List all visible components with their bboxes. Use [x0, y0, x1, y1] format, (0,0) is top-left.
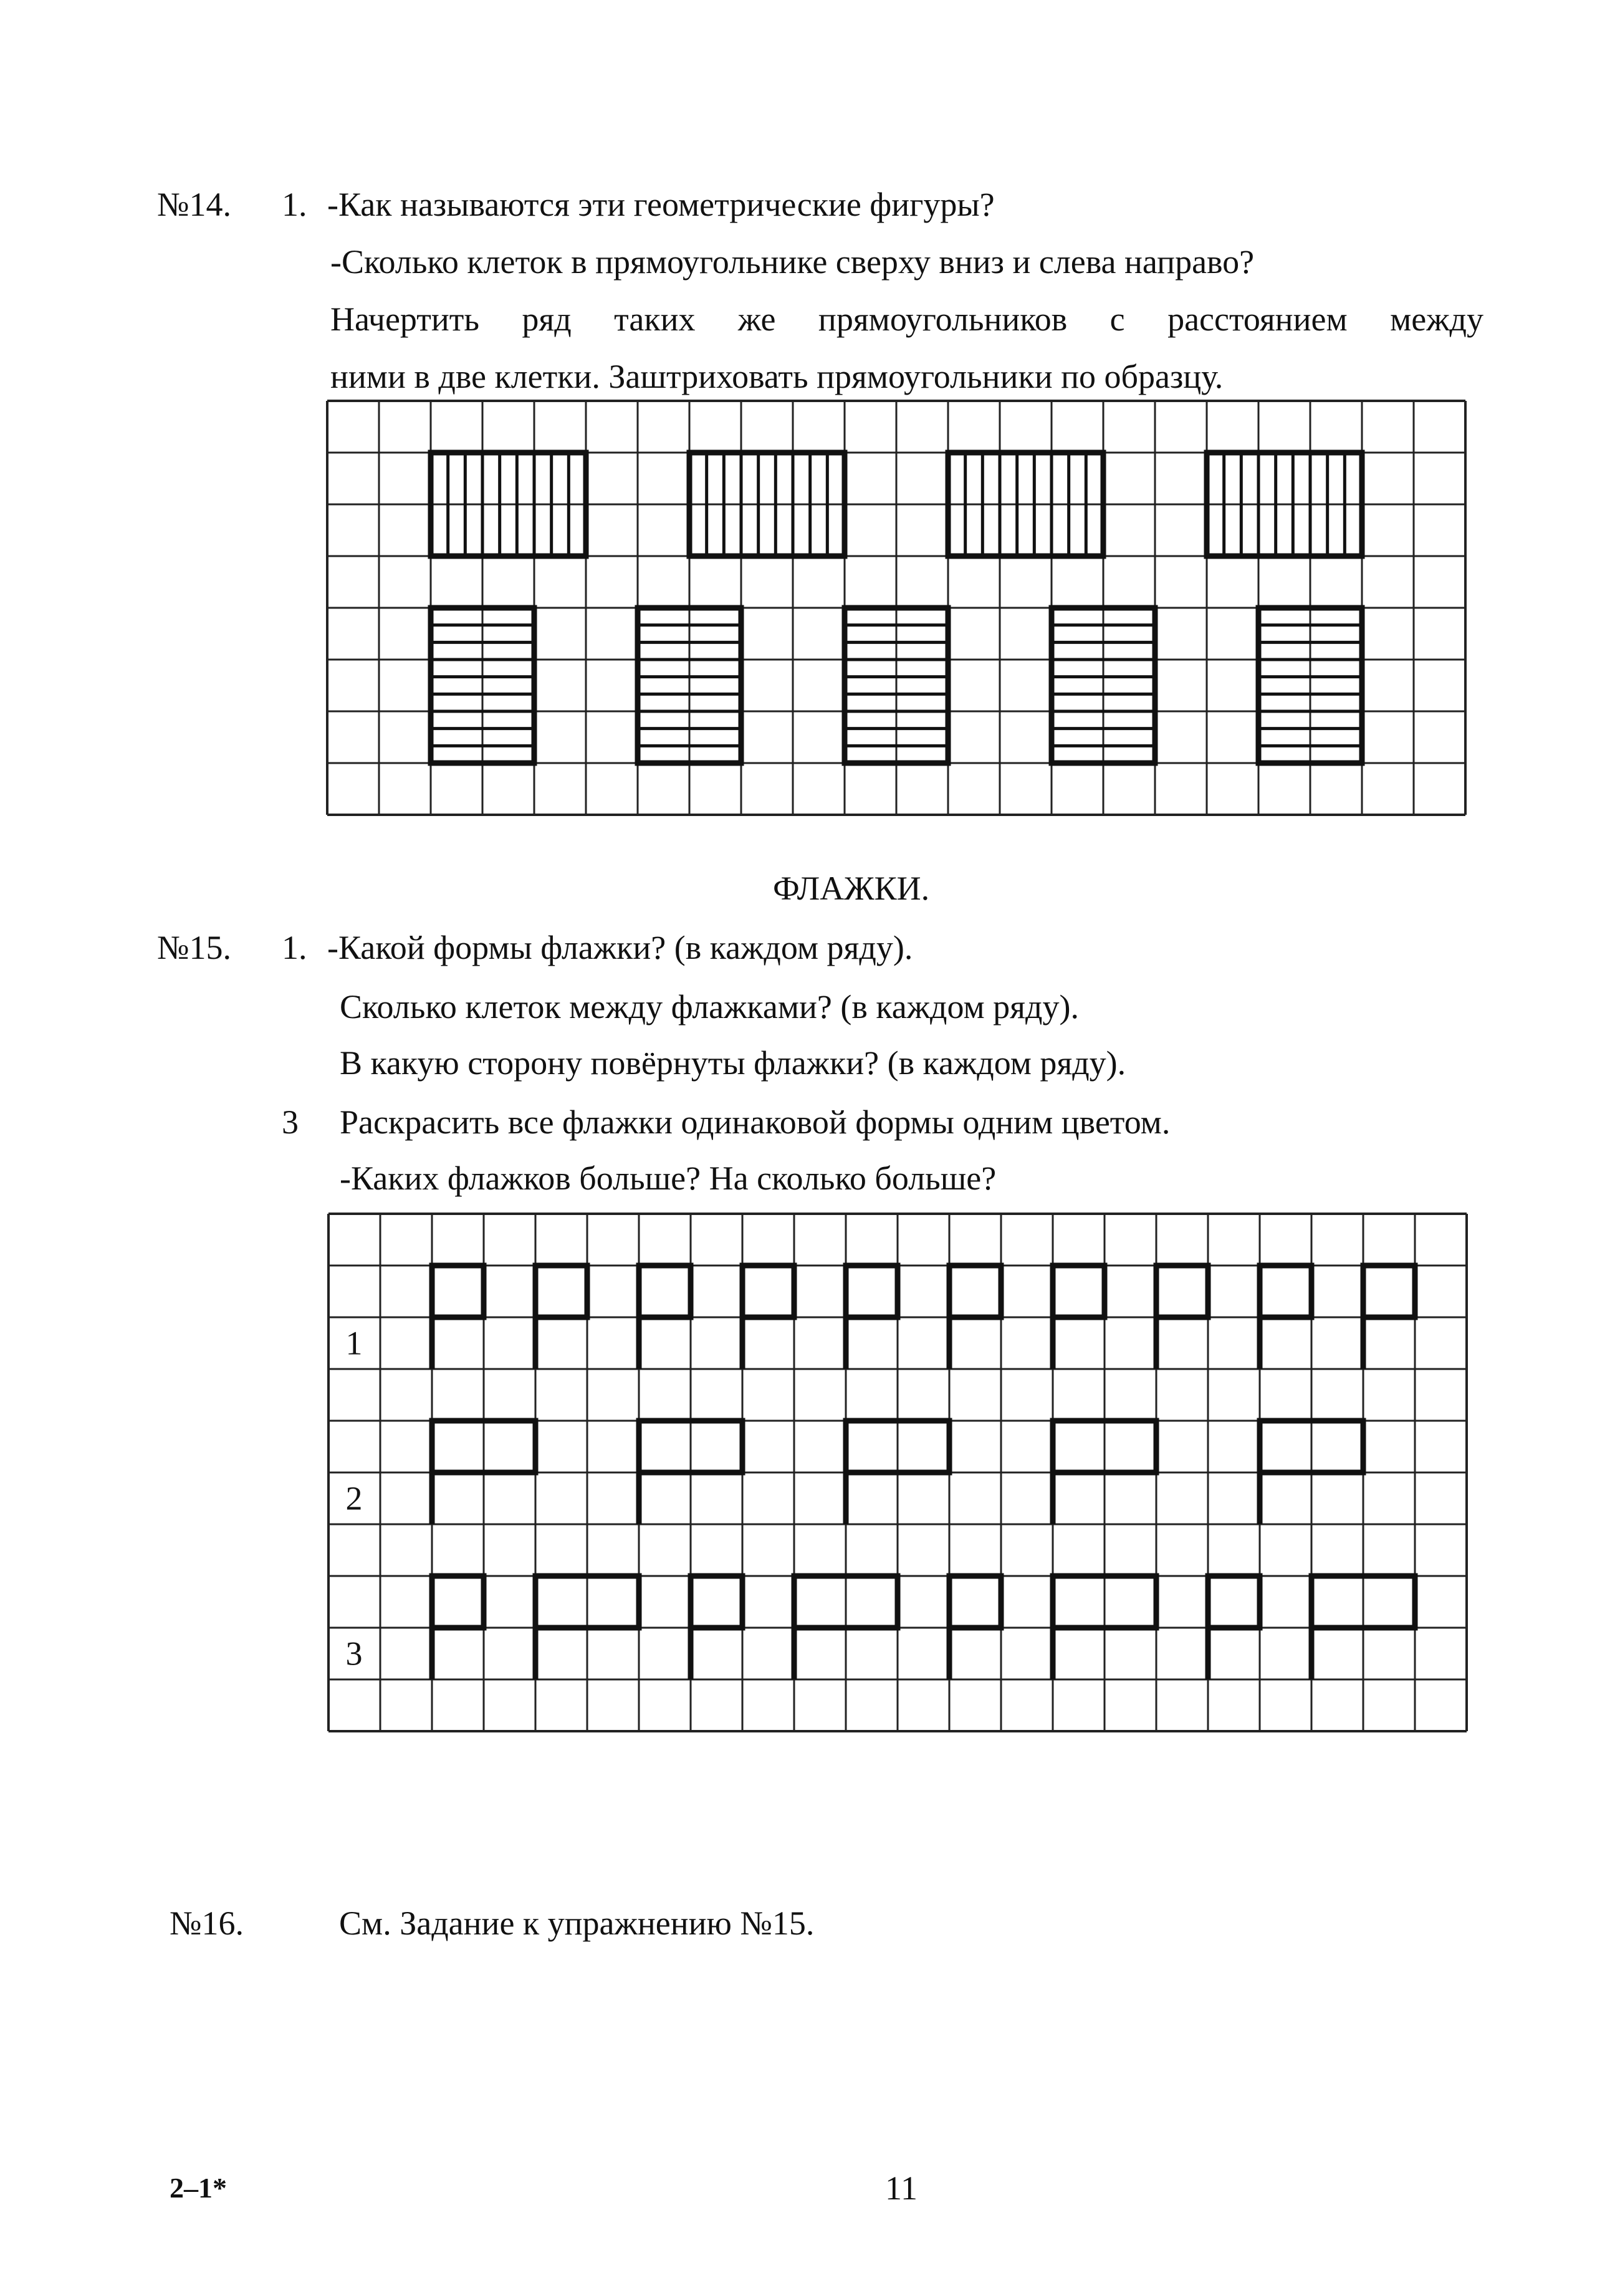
flag: [1156, 1266, 1208, 1317]
flag: [1260, 1266, 1311, 1317]
ex14-instruction-2: ними в две клетки. Заштриховать прямоугольники по образцу.: [330, 358, 1224, 395]
row-label: 1: [345, 1324, 363, 1362]
flag: [1208, 1576, 1260, 1628]
section-title: ФЛАЖКИ.: [773, 870, 930, 907]
ex15-item-3-number: 3: [282, 1103, 299, 1141]
flag: [1363, 1266, 1415, 1317]
ex14-instruction-1: Начертить ряд таких же прямоугольников с расстоянием между: [330, 300, 1483, 338]
flag: [432, 1576, 484, 1628]
flag: [949, 1576, 1001, 1628]
ex16-number: №16.: [170, 1905, 244, 1942]
ex15-question-4: -Каких флажков больше? На сколько больше?: [340, 1160, 997, 1197]
flag: [691, 1576, 742, 1628]
ex14-number: №14.: [157, 186, 232, 223]
flag: [742, 1266, 794, 1317]
row-label: 3: [345, 1635, 363, 1673]
row-label: 2: [345, 1479, 363, 1517]
ex15-question-1: -Какой формы флажки? (в каждом ряду).: [327, 929, 913, 966]
footer-signature: 2–1*: [170, 2172, 227, 2204]
ex16-text: См. Задание к упражнению №15.: [339, 1905, 815, 1942]
ex15-instruction: Раскрасить все флажки одинаковой формы одним цветом.: [340, 1103, 1171, 1141]
page-number: 11: [885, 2169, 918, 2207]
ex14-question-1: -Как называются эти геометрические фигуры?: [327, 186, 995, 223]
flag: [1053, 1266, 1105, 1317]
flag: [432, 1266, 484, 1317]
ex14-item-number: 1.: [282, 186, 307, 223]
ex15-question-3: В какую сторону повёрнуты флажки? (в каждом ряду).: [340, 1044, 1126, 1082]
ex14-question-2: -Сколько клеток в прямоугольнике сверху вниз и слева направо?: [330, 243, 1255, 281]
flag: [846, 1266, 898, 1317]
ex15-number: №15.: [157, 929, 232, 966]
flag: [535, 1266, 587, 1317]
flag: [639, 1266, 691, 1317]
ex15-question-2: Сколько клеток между флажками? (в каждом ряду).: [340, 988, 1079, 1026]
flags-grid: [327, 1213, 1471, 1736]
flag: [949, 1266, 1001, 1317]
ex15-item-1-number: 1.: [282, 929, 307, 966]
rectangles-grid: [326, 400, 1467, 817]
